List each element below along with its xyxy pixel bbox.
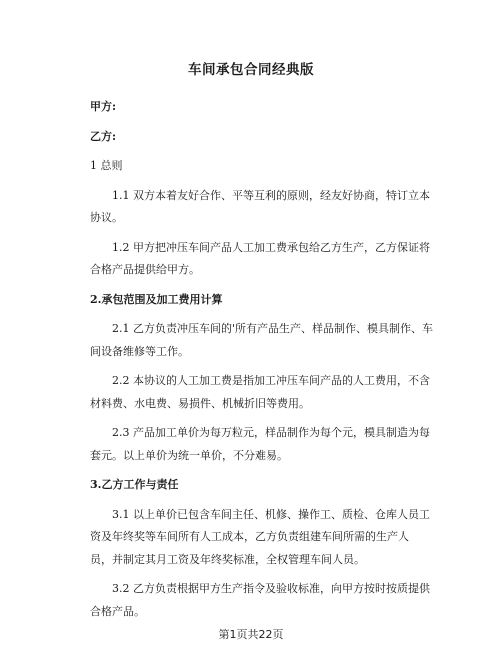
document-title: 车间承包合同经典版	[188, 62, 314, 78]
page-number-footer: 第1页共22页	[218, 628, 284, 641]
section-3-heading	[90, 474, 432, 497]
document-body	[90, 96, 432, 630]
clause-1-1-line-2: 协议。	[90, 211, 123, 224]
clause-2-2-line-1: 2.2 本协议的人工加工费是指加工冲压车间产品的人工费用，不含	[112, 374, 430, 387]
party-a-text: 甲方:	[90, 100, 117, 113]
clause-2-1	[90, 318, 432, 363]
clause-3-1	[90, 504, 432, 572]
clause-3-2-line-1: 3.2 乙方负责根据甲方生产指令及验收标准，向甲方按时按质提供	[112, 582, 430, 595]
clause-2-3-line-1: 2.3 产品加工单价为每万粒元，样品制作为每个元，模具制造为每	[112, 426, 430, 439]
section-2-text: 2.承包范围及加工费用计算	[90, 292, 223, 306]
party-b-text: 乙方:	[90, 129, 117, 143]
clause-2-3-line-2: 套元。以上单价为统一单价，不分难易。	[90, 448, 288, 462]
clause-3-2-line-2: 合格产品。	[90, 604, 145, 618]
clause-1-2-line-2: 合格产品提供给甲方。	[90, 263, 200, 276]
clause-1-1	[90, 185, 432, 230]
general-text: 1 总则	[90, 159, 123, 172]
clause-1-2-line-1: 1.2 甲方把冲压车间产品人工加工费承包给乙方生产，乙方保证将	[112, 240, 430, 254]
party-a-label	[90, 96, 432, 119]
section-3-text: 3.乙方工作与责任	[90, 478, 179, 491]
clause-2-1-line-1: 2.1 乙方负责冲压车间的'所有产品生产、样品制作、模具制作、车	[112, 322, 434, 335]
party-b-label	[90, 126, 432, 149]
clause-3-1-line-3: 员，并制定其月工资及年终奖标准，全权管理车间人员。	[90, 552, 365, 566]
clause-1-1-line-1: 1.1 双方本着友好合作、平等互利的原则，经友好协商，特订立本	[112, 188, 430, 202]
clause-1-2	[90, 237, 432, 282]
clause-3-1-line-1: 3.1 以上单价已包含车间主任、机修、操作工、质检、仓库人员工	[112, 507, 430, 521]
clause-3-2	[90, 578, 432, 623]
clause-2-1-line-2: 间设备维修等工作。	[90, 344, 189, 358]
clause-2-2-line-2: 材料费、水电费、易损件、机械折旧等费用。	[90, 396, 310, 410]
general-heading	[90, 155, 432, 178]
section-2-heading	[90, 289, 432, 312]
clause-2-2	[90, 370, 432, 415]
clause-2-3	[90, 422, 432, 467]
clause-3-1-line-2: 资及年终奖等车间所有人工成本，乙方负责组建车间所需的生产人	[90, 530, 409, 543]
